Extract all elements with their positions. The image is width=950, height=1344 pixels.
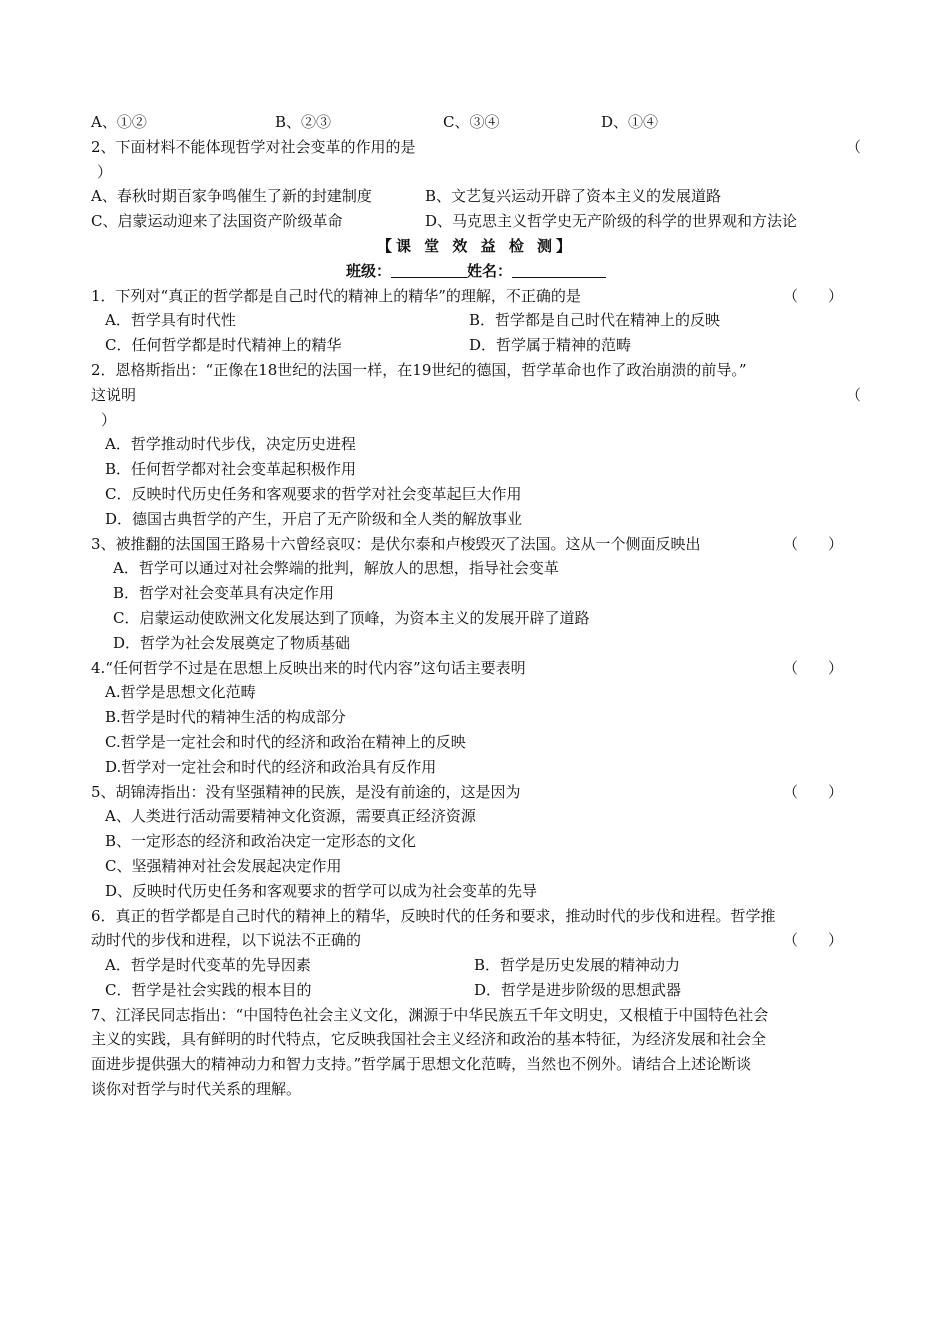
q6-option-d: D．哲学是进步阶级的思想武器 (474, 980, 682, 999)
prev-q2-option-d: D、马克思主义哲学史无产阶级的科学的世界观和方法论 (425, 212, 798, 231)
q4-option-b: B.哲学是时代的精神生活的构成部分 (105, 708, 346, 727)
q6-stem-line-1 (91, 904, 861, 929)
q4-option-a-line (91, 680, 861, 705)
q4-option-a: A.哲学是思想文化范畴 (105, 683, 256, 702)
q2-stem-line-2 (91, 383, 861, 408)
q4-stem: 4.“任何哲学不过是在思想上反映出来的时代内容”这句话主要表明 (91, 658, 526, 677)
q7-text-2: 主义的实践，具有鲜明的时代特点，它反映我国社会主义经济和政治的基本特征，为经济发展和社会全 (91, 1030, 767, 1049)
q5-option-c: C、坚强精神对社会发展起决定作用 (105, 856, 342, 875)
answer-paren-open: （ (845, 385, 861, 404)
answer-paren: （ ） (782, 286, 843, 305)
q3-option-b: B．哲学对社会变革具有决定作用 (113, 584, 335, 603)
q4-stem-line (91, 656, 861, 681)
q7-text-1: 7、江泽民同志指出：“中国特色社会主义文化，渊源于中华民族五千年文明史，又根植于中国特色社会 (91, 1005, 769, 1024)
q4-option-c-line (91, 730, 861, 755)
q6-option-c: C．哲学是社会实践的根本目的 (105, 980, 312, 999)
q1-options-ab (91, 308, 861, 333)
worksheet-page (91, 110, 861, 1102)
q7-text-4: 谈你对哲学与时代关系的理解。 (91, 1080, 302, 1099)
q4-option-c: C.哲学是一定社会和时代的经济和政治在精神上的反映 (105, 732, 466, 751)
q6-option-a: A．哲学是时代变革的先导因素 (105, 956, 311, 975)
q4-option-d-line (91, 755, 861, 780)
q2-stem-1: 2．恩格斯指出：“正像在18世纪的法国一样，在19世纪的德国，哲学革命也作了政治崩溃的前导。” (91, 360, 747, 379)
q2-option-b-line (91, 457, 861, 482)
answer-paren-close: ） (97, 162, 113, 181)
q5-option-c-line (91, 854, 861, 879)
q3-stem: 3、被推翻的法国国王路易十六曾经哀叹：是伏尔泰和卢梭毁灭了法国。这从一个侧面反映出 (91, 534, 701, 553)
q3-stem-line (91, 532, 861, 557)
q3-option-c: C．启蒙运动使欧洲文化发展达到了顶峰，为资本主义的发展开辟了道路 (113, 608, 590, 627)
q2-option-d-line (91, 507, 861, 532)
q3-option-a-line (91, 556, 861, 581)
class-label: 班级： (345, 261, 391, 280)
q7-text-3: 面进步提供强大的精神动力和智力支持。”哲学属于思想文化范畴，当然也不例外。请结合上述论断谈 (91, 1055, 752, 1074)
prev-q2-options-cd (91, 209, 861, 234)
q2-option-a-line (91, 432, 861, 457)
q5-option-b: B、一定形态的经济和政治决定一定形态的文化 (105, 832, 417, 851)
q7-line-3 (91, 1052, 861, 1077)
name-blank[interactable] (512, 261, 606, 278)
prev-q2-stem-line (91, 135, 861, 160)
q2-stem-2: 这说明 (91, 385, 137, 404)
q2-option-b: B．任何哲学都对社会变革起积极作用 (105, 460, 357, 479)
q1-option-d: D．哲学属于精神的范畴 (469, 336, 632, 355)
prev-q2-option-b: B、文艺复兴运动开辟了资本主义的发展道路 (425, 187, 722, 206)
q1-stem: 1．下列对“真正的哲学都是自己时代的精神上的精华”的理解，不正确的是 (91, 286, 581, 305)
q5-option-d-line (91, 879, 861, 904)
q3-option-d: D．哲学为社会发展奠定了物质基础 (113, 633, 351, 652)
q2-option-c-line (91, 482, 861, 507)
q6-stem-2: 动时代的步伐和进程，以下说法不正确的 (91, 931, 362, 950)
answer-paren: （ ） (782, 931, 843, 950)
option-b: B、②③ (275, 113, 332, 131)
answer-paren: （ ） (782, 782, 843, 801)
q1-stem-line (91, 284, 861, 309)
q2-option-d: D．德国古典哲学的产生，开启了无产阶级和全人类的解放事业 (105, 509, 523, 528)
q2-option-a: A．哲学推动时代步伐，决定历史进程 (105, 435, 356, 454)
prev-q2-options-ab (91, 184, 861, 209)
q5-stem-line (91, 780, 861, 805)
q6-stem-1: 6．真正的哲学都是自己时代的精神上的精华，反映时代的任务和要求，推动时代的步伐和进程。哲学推 (91, 906, 776, 925)
option-d: D、①④ (601, 113, 659, 131)
answer-paren-open: （ (845, 137, 861, 156)
section-title: 【课 堂 效 益 检 测】 (376, 236, 576, 255)
q5-option-a: A、人类进行活动需要精神文化资源，需要真正经济资源 (105, 807, 476, 826)
q1-option-b: B．哲学都是自己时代在精神上的反映 (469, 311, 721, 330)
q6-stem-line-2 (91, 928, 861, 953)
q5-option-d: D、反映时代历史任务和客观要求的哲学可以成为社会变革的先导 (105, 881, 538, 900)
prev-q2-option-c: C、启蒙运动迎来了法国资产阶级革命 (91, 212, 343, 231)
class-blank[interactable] (391, 261, 467, 278)
q5-stem: 5、胡锦涛指出：没有坚强精神的民族，是没有前途的，这是因为 (91, 782, 521, 801)
prev-q2-paren-line (91, 160, 861, 185)
q2-paren-line (91, 408, 861, 433)
class-name-line (91, 259, 861, 284)
q5-option-a-line (91, 804, 861, 829)
option-a: A、①② (91, 113, 147, 131)
q7-line-4 (91, 1077, 861, 1102)
q5-option-b-line (91, 829, 861, 854)
q7-line-2 (91, 1027, 861, 1052)
q2-stem-line-1 (91, 358, 861, 383)
q3-option-b-line (91, 581, 861, 606)
prev-question-options (91, 110, 861, 135)
q3-option-d-line (91, 631, 861, 656)
prev-q2-stem: 2、下面材料不能体现哲学对社会变革的作用的是 (91, 137, 416, 156)
answer-paren: （ ） (782, 658, 843, 677)
q4-option-b-line (91, 705, 861, 730)
prev-q2-option-a: A、春秋时期百家争鸣催生了新的封建制度 (91, 187, 372, 206)
q1-option-a: A．哲学具有时代性 (105, 311, 236, 330)
q4-option-d: D.哲学对一定社会和时代的经济和政治具有反作用 (105, 757, 437, 776)
q3-option-c-line (91, 606, 861, 631)
q1-options-cd (91, 333, 861, 358)
q2-option-c: C．反映时代历史任务和客观要求的哲学对社会变革起巨大作用 (105, 484, 522, 503)
answer-paren: （ ） (782, 534, 843, 553)
q6-options-cd (91, 978, 861, 1003)
q1-option-c: C．任何哲学都是时代精神上的精华 (105, 336, 342, 355)
q6-option-b: B．哲学是历史发展的精神动力 (474, 956, 681, 975)
answer-paren-close: ） (101, 410, 117, 429)
q6-options-ab (91, 953, 861, 978)
q3-option-a: A．哲学可以通过对社会弊端的批判，解放人的思想，指导社会变革 (113, 559, 559, 578)
q7-line-1 (91, 1003, 861, 1028)
name-label: 姓名： (467, 261, 513, 280)
option-c: C、③④ (443, 113, 500, 131)
